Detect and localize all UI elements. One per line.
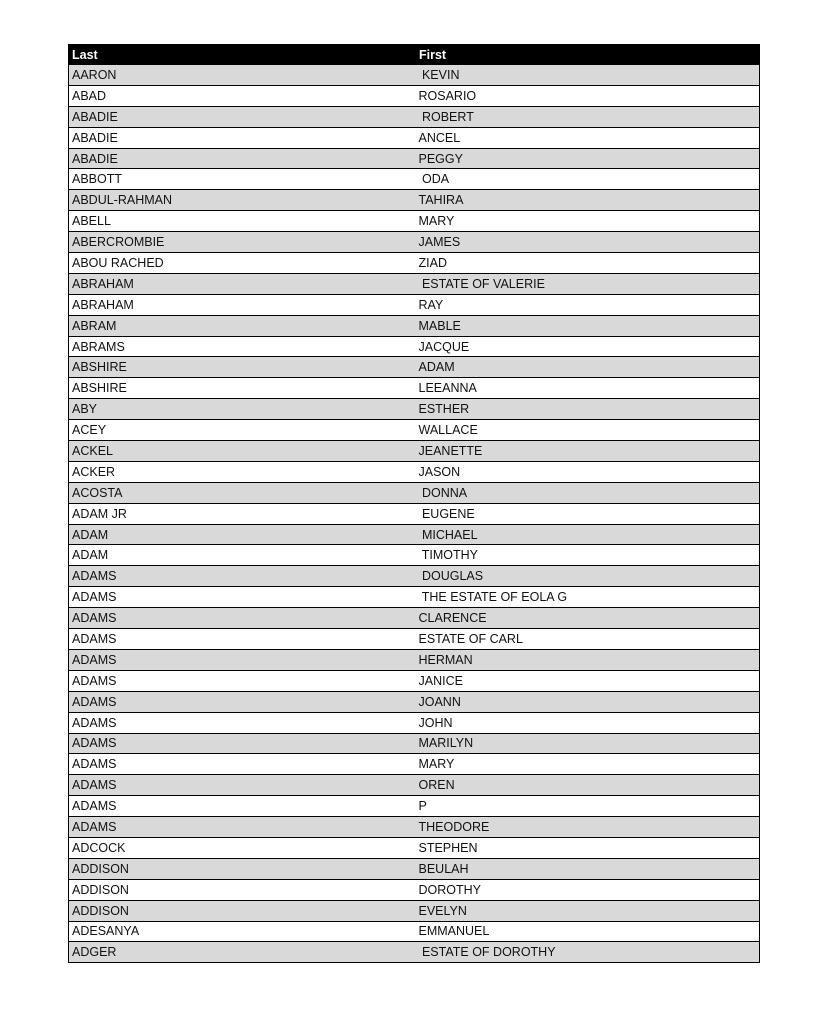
cell-first-name: EVELYN xyxy=(416,900,760,921)
cell-first-name: JASON xyxy=(416,461,760,482)
cell-last-name: ABADIE xyxy=(69,127,416,148)
table-row xyxy=(69,378,760,399)
cell-first-name: ESTATE OF DOROTHY xyxy=(416,942,760,963)
table-row xyxy=(69,190,760,211)
cell-last-name: ACKER xyxy=(69,461,416,482)
cell-first-name: ESTATE OF CARL xyxy=(416,629,760,650)
cell-first-name: ANCEL xyxy=(416,127,760,148)
cell-first-name: DOROTHY xyxy=(416,879,760,900)
table-row xyxy=(69,900,760,921)
table-row xyxy=(69,273,760,294)
cell-last-name: ABY xyxy=(69,399,416,420)
cell-first-name: ESTHER xyxy=(416,399,760,420)
cell-last-name: ADGER xyxy=(69,942,416,963)
cell-last-name: ABRAHAM xyxy=(69,273,416,294)
cell-last-name: ABSHIRE xyxy=(69,378,416,399)
cell-last-name: ADDISON xyxy=(69,879,416,900)
cell-last-name: ABRAM xyxy=(69,315,416,336)
cell-first-name: ZIAD xyxy=(416,253,760,274)
table-row xyxy=(69,420,760,441)
cell-last-name: ABELL xyxy=(69,211,416,232)
table-row xyxy=(69,942,760,963)
table-row xyxy=(69,524,760,545)
table-row xyxy=(69,65,760,86)
cell-first-name: STEPHEN xyxy=(416,837,760,858)
table-row xyxy=(69,441,760,462)
table-row xyxy=(69,357,760,378)
cell-last-name: ABDUL-RAHMAN xyxy=(69,190,416,211)
cell-last-name: ACKEL xyxy=(69,441,416,462)
cell-first-name: WALLACE xyxy=(416,420,760,441)
cell-first-name: ADAM xyxy=(416,357,760,378)
table-row xyxy=(69,399,760,420)
table-body xyxy=(69,65,760,963)
cell-last-name: ABBOTT xyxy=(69,169,416,190)
cell-first-name: THE ESTATE OF EOLA G xyxy=(416,587,760,608)
cell-first-name: EUGENE xyxy=(416,503,760,524)
table-row xyxy=(69,294,760,315)
cell-first-name: BEULAH xyxy=(416,858,760,879)
cell-first-name: P xyxy=(416,796,760,817)
cell-first-name: LEEANNA xyxy=(416,378,760,399)
table-row xyxy=(69,482,760,503)
table-row xyxy=(69,879,760,900)
cell-last-name: ABOU RACHED xyxy=(69,253,416,274)
cell-last-name: ADAM JR xyxy=(69,503,416,524)
cell-last-name: ABERCROMBIE xyxy=(69,232,416,253)
cell-first-name: TIMOTHY xyxy=(416,545,760,566)
cell-last-name: ADESANYA xyxy=(69,921,416,942)
names-table xyxy=(68,44,760,963)
cell-last-name: ADDISON xyxy=(69,858,416,879)
cell-last-name: ADAMS xyxy=(69,670,416,691)
cell-last-name: ACOSTA xyxy=(69,482,416,503)
table-row xyxy=(69,148,760,169)
cell-last-name: ADDISON xyxy=(69,900,416,921)
cell-last-name: ADAMS xyxy=(69,649,416,670)
cell-last-name: ADAM xyxy=(69,524,416,545)
cell-last-name: ABRAMS xyxy=(69,336,416,357)
cell-first-name: EMMANUEL xyxy=(416,921,760,942)
table-row xyxy=(69,670,760,691)
cell-first-name: JOANN xyxy=(416,691,760,712)
cell-first-name: KEVIN xyxy=(416,65,760,86)
cell-last-name: ABADIE xyxy=(69,106,416,127)
cell-first-name: RAY xyxy=(416,294,760,315)
cell-last-name: ABAD xyxy=(69,85,416,106)
cell-first-name: OREN xyxy=(416,775,760,796)
cell-last-name: ADAM xyxy=(69,545,416,566)
table-row xyxy=(69,649,760,670)
table-row xyxy=(69,629,760,650)
cell-last-name: ADAMS xyxy=(69,629,416,650)
cell-first-name: TAHIRA xyxy=(416,190,760,211)
cell-last-name: ADAMS xyxy=(69,566,416,587)
cell-first-name: MARY xyxy=(416,754,760,775)
table-row xyxy=(69,566,760,587)
cell-last-name: ADCOCK xyxy=(69,837,416,858)
cell-first-name: ROBERT xyxy=(416,106,760,127)
cell-first-name: MICHAEL xyxy=(416,524,760,545)
cell-last-name: ADAMS xyxy=(69,733,416,754)
cell-first-name: MARILYN xyxy=(416,733,760,754)
table-row xyxy=(69,858,760,879)
cell-first-name: HERMAN xyxy=(416,649,760,670)
table-row xyxy=(69,775,760,796)
table-row xyxy=(69,85,760,106)
table-row xyxy=(69,837,760,858)
table-row xyxy=(69,336,760,357)
cell-first-name: ROSARIO xyxy=(416,85,760,106)
table-row xyxy=(69,232,760,253)
header-row xyxy=(69,45,760,65)
cell-last-name: ADAMS xyxy=(69,608,416,629)
cell-first-name: JEANETTE xyxy=(416,441,760,462)
cell-first-name: CLARENCE xyxy=(416,608,760,629)
cell-last-name: ABADIE xyxy=(69,148,416,169)
cell-last-name: ADAMS xyxy=(69,775,416,796)
table-row xyxy=(69,169,760,190)
cell-first-name: JAMES xyxy=(416,232,760,253)
cell-last-name: ADAMS xyxy=(69,712,416,733)
table-row xyxy=(69,315,760,336)
cell-last-name: ADAMS xyxy=(69,796,416,817)
table-row xyxy=(69,545,760,566)
table-row xyxy=(69,608,760,629)
names-sheet xyxy=(68,44,759,963)
cell-last-name: ADAMS xyxy=(69,587,416,608)
table-header xyxy=(69,45,760,65)
table-row xyxy=(69,127,760,148)
table-row xyxy=(69,712,760,733)
cell-first-name: JACQUE xyxy=(416,336,760,357)
cell-first-name: ESTATE OF VALERIE xyxy=(416,273,760,294)
cell-last-name: ACEY xyxy=(69,420,416,441)
cell-first-name: DONNA xyxy=(416,482,760,503)
cell-last-name: ADAMS xyxy=(69,754,416,775)
cell-last-name: AARON xyxy=(69,65,416,86)
cell-first-name: JOHN xyxy=(416,712,760,733)
table-row xyxy=(69,587,760,608)
table-row xyxy=(69,796,760,817)
column-header-first: First xyxy=(416,45,760,65)
cell-last-name: ABSHIRE xyxy=(69,357,416,378)
cell-first-name: PEGGY xyxy=(416,148,760,169)
table-row xyxy=(69,817,760,838)
cell-last-name: ABRAHAM xyxy=(69,294,416,315)
table-row xyxy=(69,921,760,942)
table-row xyxy=(69,106,760,127)
column-header-last: Last xyxy=(69,45,416,65)
table-row xyxy=(69,253,760,274)
table-row xyxy=(69,211,760,232)
cell-first-name: MARY xyxy=(416,211,760,232)
table-row xyxy=(69,503,760,524)
cell-first-name: DOUGLAS xyxy=(416,566,760,587)
cell-first-name: THEODORE xyxy=(416,817,760,838)
table-row xyxy=(69,733,760,754)
table-row xyxy=(69,461,760,482)
table-row xyxy=(69,691,760,712)
cell-last-name: ADAMS xyxy=(69,817,416,838)
cell-first-name: ODA xyxy=(416,169,760,190)
cell-last-name: ADAMS xyxy=(69,691,416,712)
cell-first-name: JANICE xyxy=(416,670,760,691)
table-row xyxy=(69,754,760,775)
cell-first-name: MABLE xyxy=(416,315,760,336)
